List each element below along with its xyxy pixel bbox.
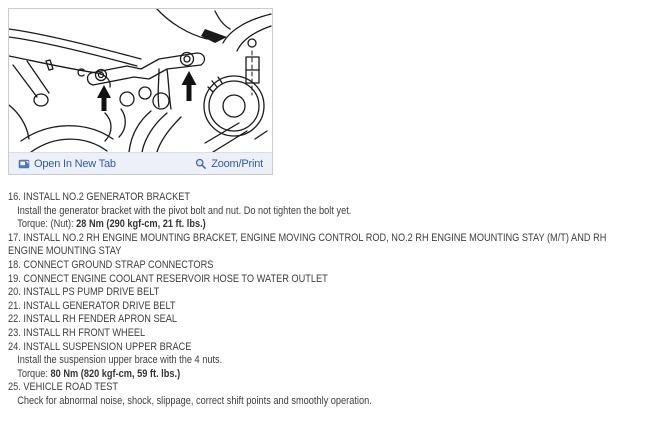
step-title: INSTALL RH FENDER APRON SEAL — [23, 313, 178, 326]
step-item — [8, 313, 620, 327]
step-number: 18. — [8, 258, 24, 271]
instruction-list — [8, 191, 620, 409]
step-number: 16. — [8, 191, 24, 203]
arrow-left — [97, 85, 111, 111]
step-item — [8, 259, 620, 273]
step-detail: Torque: 80 Nm (820 kgf-cm, 59 ft. lbs.) — [17, 367, 181, 380]
zoom-print-label: Zoom/Print — [211, 157, 263, 170]
step-title: VEHICLE ROAD TEST — [23, 381, 118, 394]
open-in-new-tab-link[interactable] — [18, 158, 116, 170]
zoom-print-link[interactable] — [195, 158, 263, 170]
step-heading — [8, 286, 620, 300]
step-number: 25. — [8, 381, 24, 394]
step-title: CONNECT GROUND STRAP CONNECTORS — [23, 258, 214, 271]
diagram-toolbar — [9, 152, 272, 174]
step-title: INSTALL SUSPENSION UPPER BRACE — [23, 340, 192, 353]
step-heading — [8, 300, 620, 314]
step-detail: Check for abnormal noise, shock, slippage, correct shift points and smoothly operation. — [17, 394, 372, 407]
step-item — [8, 273, 620, 287]
step-heading — [8, 259, 620, 273]
step-item — [8, 300, 620, 314]
engine-diagram-art — [9, 9, 272, 152]
step-item — [8, 286, 620, 300]
step-heading — [8, 313, 620, 327]
step-heading — [8, 327, 620, 341]
open-new-tab-icon — [18, 158, 30, 170]
step-number: 20. — [8, 286, 24, 299]
step-heading — [8, 341, 620, 355]
step-number: 19. — [8, 272, 24, 285]
step-title: INSTALL NO.2 GENERATOR BRACKET — [23, 191, 191, 203]
step-detail: Install the generator bracket with the pivot bolt and nut. Do not tighten the bolt yet. — [17, 204, 352, 217]
step-item — [8, 191, 620, 232]
step-item — [8, 381, 620, 408]
magnifier-icon — [195, 158, 207, 170]
step-detail: Torque: (Nut): 28 Nm (290 kgf-cm, 21 ft. lbs.) — [17, 218, 206, 231]
step-item — [8, 232, 620, 259]
step-number: 24. — [8, 340, 24, 353]
arrow-right — [182, 71, 197, 101]
step-item — [8, 341, 620, 382]
step-number: 22. — [8, 313, 24, 326]
step-title: INSTALL GENERATOR DRIVE BELT — [23, 299, 176, 312]
step-title: CONNECT ENGINE COOLANT RESERVOIR HOSE TO WATER OUTLET — [23, 272, 328, 285]
step-detail: Install the suspension upper brace with the 4 nuts. — [17, 354, 223, 367]
step-title: INSTALL RH FRONT WHEEL — [23, 326, 146, 339]
step-number: 21. — [8, 299, 24, 312]
step-heading — [8, 273, 620, 287]
diagram-panel — [8, 8, 273, 175]
engine-diagram — [9, 9, 272, 152]
open-in-new-tab-label: Open In New Tab — [34, 157, 116, 170]
step-title: INSTALL PS PUMP DRIVE BELT — [23, 286, 160, 299]
step-heading — [8, 381, 620, 395]
step-number: 23. — [8, 326, 24, 339]
step-item — [8, 327, 620, 341]
step-title: INSTALL NO.2 RH ENGINE MOUNTING BRACKET, ENGINE MOVING CONTROL ROD, NO.2 RH ENGINE MOUNTING STAY (M/T) AND RH ENGINE MOUNTING STAY — [8, 231, 607, 258]
step-heading — [8, 191, 620, 205]
step-heading — [8, 232, 620, 259]
step-number: 17. — [8, 231, 24, 244]
